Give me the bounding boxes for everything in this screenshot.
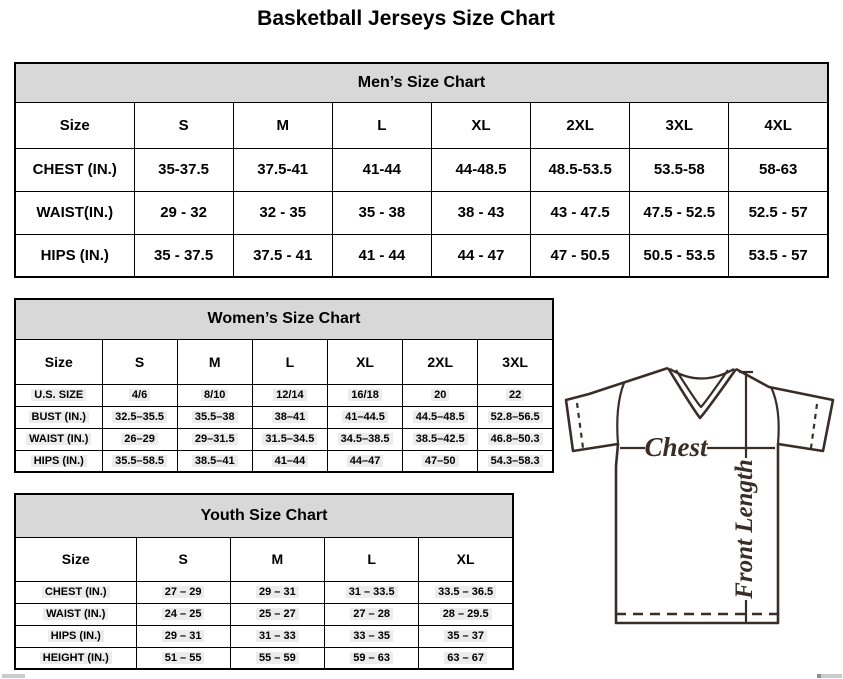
table-row bbox=[15, 625, 513, 647]
table-cell bbox=[419, 603, 513, 625]
table-cell: 37.5 - 41 bbox=[233, 234, 332, 277]
chest-label: Chest bbox=[644, 432, 708, 462]
table-cell: 38 - 43 bbox=[431, 191, 530, 234]
cell-text: 25 – 27 bbox=[256, 608, 299, 620]
column-header: Size bbox=[15, 339, 102, 384]
jersey-measurement-diagram bbox=[556, 356, 843, 674]
womens-header-row bbox=[15, 339, 553, 384]
table-cell bbox=[327, 384, 402, 406]
cell-text: 54.3–58.3 bbox=[488, 455, 543, 467]
table-cell bbox=[403, 384, 478, 406]
scrollbar-cap[interactable] bbox=[817, 674, 821, 678]
column-header: 3XL bbox=[630, 102, 729, 148]
horizontal-scrollbar-left-fragment[interactable] bbox=[2, 674, 25, 678]
table-cell bbox=[325, 581, 419, 603]
table-cell bbox=[102, 406, 177, 428]
table-cell bbox=[478, 384, 553, 406]
table-row bbox=[15, 191, 828, 234]
table-row bbox=[15, 384, 553, 406]
row-label: HIPS (IN.) bbox=[15, 234, 134, 277]
table-row bbox=[15, 428, 553, 450]
womens-table-title: Women’s Size Chart bbox=[15, 299, 553, 339]
table-cell bbox=[325, 647, 419, 669]
youth-table-title: Youth Size Chart bbox=[15, 494, 513, 537]
table-cell bbox=[102, 384, 177, 406]
row-label: WAIST(IN.) bbox=[15, 191, 134, 234]
front-length-label: Front Length bbox=[731, 459, 758, 599]
cell-text: 26–29 bbox=[121, 433, 158, 445]
cell-text: 33.5 – 36.5 bbox=[435, 586, 496, 598]
row-label bbox=[15, 428, 102, 450]
row-label bbox=[15, 647, 136, 669]
table-cell bbox=[403, 428, 478, 450]
cell-text: 16/18 bbox=[348, 389, 382, 401]
table-cell: 35-37.5 bbox=[134, 148, 233, 191]
cell-text: 59 – 63 bbox=[350, 652, 393, 664]
row-label-text: HIPS (IN.) bbox=[31, 455, 87, 467]
table-cell bbox=[177, 384, 252, 406]
mens-table-title: Men’s Size Chart bbox=[15, 63, 828, 102]
cell-text: 27 – 28 bbox=[350, 608, 393, 620]
table-cell bbox=[177, 406, 252, 428]
row-label-text: CHEST (IN.) bbox=[42, 586, 110, 598]
table-cell: 41-44 bbox=[332, 148, 431, 191]
table-cell bbox=[102, 450, 177, 472]
table-cell: 41 - 44 bbox=[332, 234, 431, 277]
table-cell bbox=[230, 603, 324, 625]
row-label-text: U.S. SIZE bbox=[31, 389, 86, 401]
cell-text: 35.5–38 bbox=[192, 411, 238, 423]
table-cell: 32 - 35 bbox=[233, 191, 332, 234]
row-label: CHEST (IN.) bbox=[15, 148, 134, 191]
table-row bbox=[15, 647, 513, 669]
cell-text: 29 – 31 bbox=[162, 630, 205, 642]
column-header: S bbox=[102, 339, 177, 384]
cell-text: 38–41 bbox=[272, 411, 309, 423]
horizontal-scrollbar-right-fragment[interactable] bbox=[817, 674, 842, 678]
table-row bbox=[15, 234, 828, 277]
table-cell bbox=[478, 428, 553, 450]
cell-text: 24 – 25 bbox=[162, 608, 205, 620]
column-header: M bbox=[230, 537, 324, 581]
row-label bbox=[15, 603, 136, 625]
table-cell bbox=[136, 625, 230, 647]
cell-text: 52.8–56.5 bbox=[488, 411, 543, 423]
cell-text: 12/14 bbox=[273, 389, 307, 401]
table-cell bbox=[403, 450, 478, 472]
table-cell bbox=[102, 428, 177, 450]
column-header: S bbox=[134, 102, 233, 148]
table-cell bbox=[419, 647, 513, 669]
column-header: 2XL bbox=[403, 339, 478, 384]
row-label-text: HEIGHT (IN.) bbox=[40, 652, 112, 664]
table-row bbox=[15, 406, 553, 428]
cell-text: 47–50 bbox=[422, 455, 459, 467]
column-header: 2XL bbox=[531, 102, 630, 148]
column-header: Size bbox=[15, 537, 136, 581]
cell-text: 44–47 bbox=[347, 455, 384, 467]
womens-table-title-row bbox=[15, 299, 553, 339]
cell-text: 35.5–58.5 bbox=[112, 455, 167, 467]
cell-text: 28 – 29.5 bbox=[440, 608, 492, 620]
table-cell bbox=[230, 625, 324, 647]
cell-text: 44.5–48.5 bbox=[413, 411, 468, 423]
table-cell: 35 - 38 bbox=[332, 191, 431, 234]
row-label bbox=[15, 450, 102, 472]
table-cell bbox=[327, 406, 402, 428]
mens-size-table bbox=[14, 62, 829, 278]
cell-text: 38.5–41 bbox=[192, 455, 238, 467]
table-cell bbox=[177, 450, 252, 472]
row-label-text: HIPS (IN.) bbox=[48, 630, 104, 642]
table-cell bbox=[325, 603, 419, 625]
cell-text: 8/10 bbox=[201, 389, 228, 401]
column-header: L bbox=[325, 537, 419, 581]
row-label bbox=[15, 406, 102, 428]
cell-text: 20 bbox=[431, 389, 449, 401]
table-cell: 48.5-53.5 bbox=[531, 148, 630, 191]
table-cell: 53.5 - 57 bbox=[729, 234, 828, 277]
column-header: XL bbox=[431, 102, 530, 148]
column-header: M bbox=[233, 102, 332, 148]
cell-text: 22 bbox=[506, 389, 524, 401]
column-header: L bbox=[252, 339, 327, 384]
cell-text: 55 – 59 bbox=[256, 652, 299, 664]
row-label bbox=[15, 581, 136, 603]
table-cell: 37.5-41 bbox=[233, 148, 332, 191]
youth-header-row bbox=[15, 537, 513, 581]
womens-size-table bbox=[14, 298, 554, 473]
cell-text: 29–31.5 bbox=[192, 433, 238, 445]
cell-text: 51 – 55 bbox=[162, 652, 205, 664]
cell-text: 63 – 67 bbox=[444, 652, 487, 664]
column-header: L bbox=[332, 102, 431, 148]
table-cell: 50.5 - 53.5 bbox=[630, 234, 729, 277]
table-row bbox=[15, 581, 513, 603]
table-cell bbox=[419, 625, 513, 647]
table-row bbox=[15, 148, 828, 191]
cell-text: 35 – 37 bbox=[444, 630, 487, 642]
table-cell bbox=[327, 428, 402, 450]
youth-size-table bbox=[14, 493, 514, 670]
table-cell bbox=[252, 406, 327, 428]
column-header: XL bbox=[327, 339, 402, 384]
page-title: Basketball Jerseys Size Chart bbox=[257, 7, 555, 30]
table-cell: 44 - 47 bbox=[431, 234, 530, 277]
cell-text: 46.8–50.3 bbox=[488, 433, 543, 445]
table-cell bbox=[136, 603, 230, 625]
table-cell bbox=[478, 450, 553, 472]
table-cell bbox=[136, 647, 230, 669]
table-row bbox=[15, 450, 553, 472]
table-cell bbox=[177, 428, 252, 450]
table-cell: 29 - 32 bbox=[134, 191, 233, 234]
youth-table-title-row bbox=[15, 494, 513, 537]
table-cell: 44-48.5 bbox=[431, 148, 530, 191]
cell-text: 41–44 bbox=[272, 455, 309, 467]
cell-text: 31 – 33.5 bbox=[346, 586, 398, 598]
cell-text: 31.5–34.5 bbox=[262, 433, 317, 445]
mens-table-title-row bbox=[15, 63, 828, 102]
cell-text: 38.5–42.5 bbox=[413, 433, 468, 445]
cell-text: 29 – 31 bbox=[256, 586, 299, 598]
table-cell bbox=[419, 581, 513, 603]
table-cell: 43 - 47.5 bbox=[531, 191, 630, 234]
table-cell bbox=[478, 406, 553, 428]
table-cell bbox=[136, 581, 230, 603]
cell-text: 31 – 33 bbox=[256, 630, 299, 642]
cell-text: 34.5–38.5 bbox=[338, 433, 393, 445]
table-cell: 52.5 - 57 bbox=[729, 191, 828, 234]
row-label bbox=[15, 625, 136, 647]
table-cell bbox=[325, 625, 419, 647]
row-label-text: WAIST (IN.) bbox=[43, 608, 108, 620]
table-cell: 47.5 - 52.5 bbox=[630, 191, 729, 234]
table-cell bbox=[230, 647, 324, 669]
column-header: Size bbox=[15, 102, 134, 148]
cell-text: 32.5–35.5 bbox=[112, 411, 167, 423]
row-label bbox=[15, 384, 102, 406]
column-header: 4XL bbox=[729, 102, 828, 148]
table-cell bbox=[327, 450, 402, 472]
cell-text: 4/6 bbox=[129, 389, 150, 401]
cell-text: 41–44.5 bbox=[342, 411, 388, 423]
table-cell: 47 - 50.5 bbox=[531, 234, 630, 277]
cell-text: 27 – 29 bbox=[162, 586, 205, 598]
table-cell: 35 - 37.5 bbox=[134, 234, 233, 277]
column-header: XL bbox=[419, 537, 513, 581]
table-cell bbox=[252, 450, 327, 472]
table-cell bbox=[252, 384, 327, 406]
column-header: S bbox=[136, 537, 230, 581]
table-cell bbox=[230, 581, 324, 603]
table-row bbox=[15, 603, 513, 625]
table-cell: 53.5-58 bbox=[630, 148, 729, 191]
mens-header-row bbox=[15, 102, 828, 148]
table-cell bbox=[252, 428, 327, 450]
column-header: M bbox=[177, 339, 252, 384]
row-label-text: WAIST (IN.) bbox=[26, 433, 91, 445]
column-header: 3XL bbox=[478, 339, 553, 384]
table-cell bbox=[403, 406, 478, 428]
table-cell: 58-63 bbox=[729, 148, 828, 191]
cell-text: 33 – 35 bbox=[350, 630, 393, 642]
row-label-text: BUST (IN.) bbox=[29, 411, 89, 423]
